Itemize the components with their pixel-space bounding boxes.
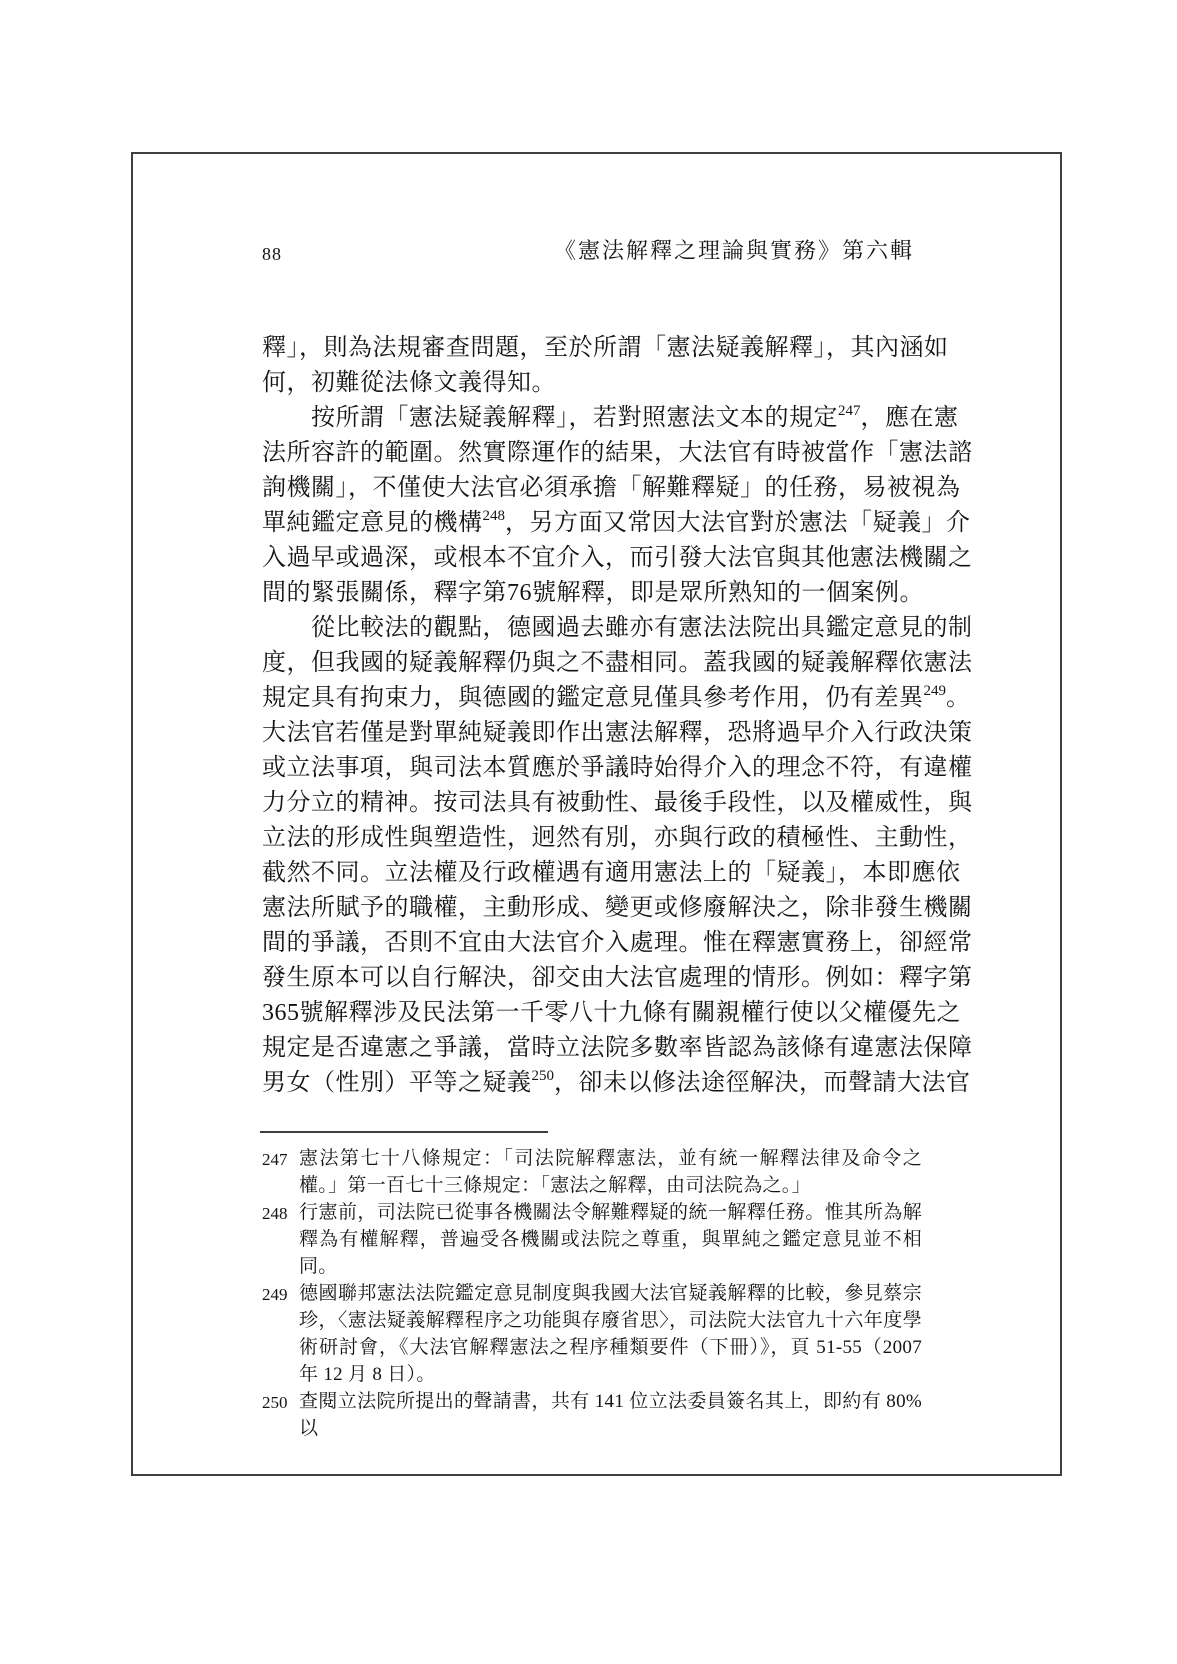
body-line-text: 男女（性別）平等之疑義 [262, 1070, 532, 1096]
footnote-entry [262, 1199, 922, 1280]
body-line [262, 961, 973, 996]
body-line-text-after-ref: 。 [946, 685, 971, 711]
body-line [262, 576, 930, 611]
footnote-reference: 247 [838, 403, 861, 419]
footnote-number: 249 [262, 1285, 288, 1304]
body-line-text: 規定是否違憲之爭議，當時立法院多數率皆認為該條有違憲法保障 [262, 1035, 973, 1061]
footnote-separator [260, 1131, 548, 1133]
running-title: 《憲法解釋之理論與實務》第六輯 [553, 238, 914, 263]
body-line [262, 401, 959, 436]
body-line [262, 541, 973, 576]
footnote-text: 憲法第七十八條規定：「司法院解釋憲法，並有統一解釋法律及命令之權。」第一百七十三條規定：「憲法之解釋，由司法院為之。」 [299, 1148, 922, 1196]
body-text-block [262, 331, 973, 1101]
body-line [262, 366, 930, 401]
body-line-text: 規定具有拘束力，與德國的鑑定意見僅具參考作用，仍有差異 [262, 685, 924, 711]
body-line [262, 611, 973, 646]
body-line-text: 365號解釋涉及民法第一千零八十九條有關親權行使以父權優先之 [262, 1000, 961, 1026]
body-line-text: 單純鑑定意見的機構 [262, 510, 483, 536]
footnote-reference: 250 [531, 1068, 554, 1084]
footnote-entry [262, 1388, 922, 1442]
body-line [262, 646, 973, 681]
body-line [262, 891, 973, 926]
page-number: 88 [262, 244, 282, 264]
body-line [262, 681, 971, 716]
footnote-number: 247 [262, 1150, 288, 1169]
body-line [262, 786, 973, 821]
body-line-text: 入過早或過深，或根本不宜介入，而引發大法官與其他憲法機關之 [262, 545, 973, 571]
body-line-text: 間的緊張關係，釋字第76號解釋，即是眾所熟知的一個案例。 [262, 580, 924, 606]
footnote-reference: 248 [482, 508, 505, 524]
page-header [262, 234, 914, 265]
body-line-text: 截然不同。立法權及行政權遇有適用憲法上的「疑義」，本即應依 [262, 860, 961, 886]
footnote-text: 查閱立法院所提出的聲請書，共有 141 位立法委員簽名其上，即約有 80%以 [299, 1391, 922, 1439]
body-line-text: 憲法所賦予的職權，主動形成、變更或修廢解決之，除非發生機關 [262, 895, 973, 921]
body-line-text-after-ref: ，應在憲 [860, 405, 959, 431]
body-line [262, 1031, 973, 1066]
body-line [262, 926, 973, 961]
footnote-text: 德國聯邦憲法法院鑑定意見制度與我國大法官疑義解釋的比較，參見蔡宗珍，〈憲法疑義解釋程序之功能與存廢省思〉，司法院大法官九十六年度學術研討會，《大法官解釋憲法之程序種類要件（下冊）》，頁 51-55（2007 年 12 月 8 日）。 [299, 1283, 922, 1385]
book-page [131, 152, 1062, 1476]
body-line-text: 從比較法的觀點，德國過去雖亦有憲法法院出具鑑定意見的制 [311, 615, 973, 641]
body-line [262, 821, 973, 856]
body-line-text: 度，但我國的疑義解釋仍與之不盡相同。蓋我國的疑義解釋依憲法 [262, 650, 973, 676]
body-line-text: 按所謂「憲法疑義解釋」，若對照憲法文本的規定 [311, 405, 838, 431]
footnote-list [262, 1145, 922, 1442]
body-line-text: 大法官若僅是對單純疑義即作出憲法解釋，恐將過早介入行政決策 [262, 720, 973, 746]
body-line-text: 發生原本可以自行解決，卻交由大法官處理的情形。例如：釋字第 [262, 965, 973, 991]
footnote-reference: 249 [923, 683, 946, 699]
body-line-text: 立法的形成性與塑造性，迥然有別，亦與行政的積極性、主動性， [262, 825, 973, 851]
body-line [262, 436, 973, 471]
body-line [262, 716, 973, 751]
body-line-text: 釋」，則為法規審查問題，至於所謂「憲法疑義解釋」，其內涵如 [262, 335, 949, 361]
body-line [262, 506, 971, 541]
body-line [262, 471, 961, 506]
footnote-entry [262, 1145, 922, 1199]
footnote-number: 250 [262, 1393, 288, 1412]
body-line-text: 力分立的精神。按司法具有被動性、最後手段性，以及權威性，與 [262, 790, 973, 816]
body-line [262, 751, 973, 786]
footnote-entry [262, 1280, 922, 1388]
footnote-number: 248 [262, 1204, 288, 1223]
body-line-text: 間的爭議，否則不宜由大法官介入處理。惟在釋憲實務上，卻經常 [262, 930, 973, 956]
body-line-text: 何，初難從法條文義得知。 [262, 370, 556, 396]
body-line-text-after-ref: ，卻未以修法途徑解決，而聲請大法官 [554, 1070, 971, 1096]
body-line [262, 856, 961, 891]
body-line-text: 法所容許的範圍。然實際運作的結果，大法官有時被當作「憲法諮 [262, 440, 973, 466]
body-line [262, 1066, 971, 1101]
body-line-text-after-ref: ，另方面又常因大法官對於憲法「疑義」介 [505, 510, 971, 536]
body-line [262, 996, 961, 1031]
body-line-text: 詢機關」，不僅使大法官必須承擔「解難釋疑」的任務，易被視為 [262, 475, 961, 501]
body-line-text: 或立法事項，與司法本質應於爭議時始得介入的理念不符，有違權 [262, 755, 973, 781]
footnote-text: 行憲前，司法院已從事各機關法令解難釋疑的統一解釋任務。惟其所為解釋為有權解釋，普遍受各機關或法院之尊重，與單純之鑑定意見並不相同。 [299, 1202, 922, 1277]
body-line [262, 331, 949, 366]
